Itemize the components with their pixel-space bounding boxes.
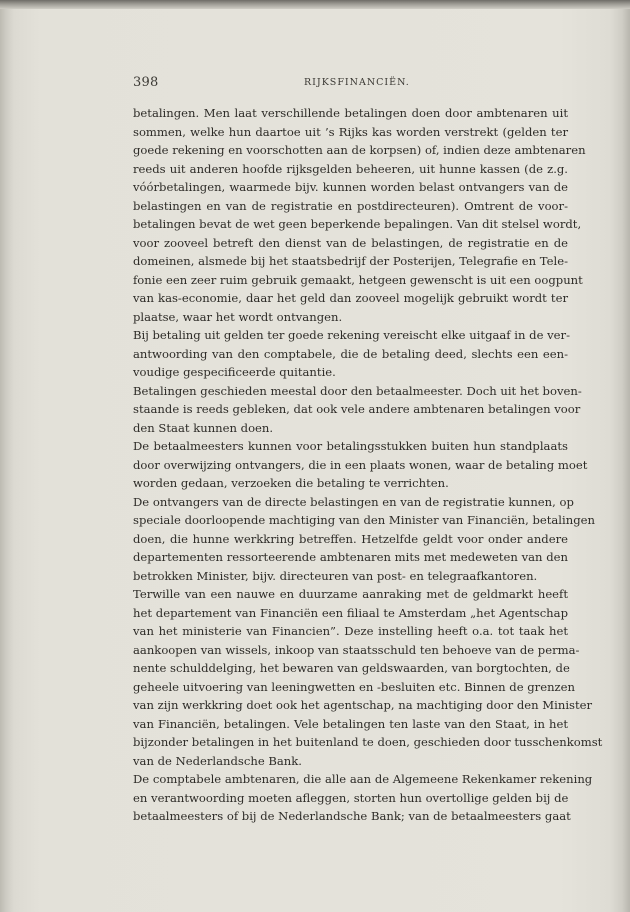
text-line: nente schulddelging, het bewaren van geldswaarden, van borgtochten, de (133, 661, 570, 675)
text-line: van zijn werkkring doet ook het agentschap, na machtiging door den Minister (133, 698, 593, 712)
text-line: doen, die hunne werkkring betreffen. Hetzelfde geldt voor onder andere (133, 531, 568, 546)
text-line: betrokken Minister, bijv. directeuren van post- en telegraafkantoren. (133, 568, 538, 583)
text-line: speciale doorloopende machtiging van den Minister van Financiën, betalingen (133, 513, 595, 527)
text-line: domeinen, alsmede bij het staatsbedrijf der Posterijen, Telegrafie en Tele- (133, 254, 568, 268)
document-page (0, 9, 630, 912)
text-line: van de Nederlandsche Bank. (133, 753, 302, 768)
page-number: 398 (133, 75, 159, 90)
text-line: fonie een zeer ruim gebruik gemaakt, hetgeen gewenscht is uit een oogpunt (133, 272, 583, 287)
text-line: Betalingen geschieden meestal door den betaalmeester. Doch uit het boven- (133, 383, 582, 398)
text-line: Terwille van een nauwe en duurzame aanraking met de geldmarkt heeft (133, 587, 568, 601)
text-line: betalingen. Men laat verschillende betalingen doen door ambtenaren uit (133, 106, 568, 120)
text-line: Bij betaling uit gelden ter goede rekening vereischt elke uitgaaf in de ver- (133, 328, 570, 342)
text-line: van kas-economie, daar het geld dan zooveel mogelijk gebruikt wordt ter (133, 291, 568, 305)
text-line: antwoording van den comptabele, die de betaling deed, slechts een een- (133, 346, 568, 361)
text-line: aankoopen van wissels, inkoop van staatsschuld ten behoeve van de perma- (133, 642, 580, 657)
text-line: De betaalmeesters kunnen voor betalingsstukken buiten hun standplaats (133, 439, 568, 453)
text-line: worden gedaan, verzoeken die betaling te verrichten. (133, 476, 449, 490)
text-line: betalingen bevat de wet geen beperkende bepalingen. Van dit stelsel wordt, (133, 217, 582, 231)
text-line: voor zooveel betreft den dienst van de belastingen, de registratie en de (133, 235, 568, 250)
text-line: en verantwoording moeten afleggen, storten hun overtollige gelden bij de (133, 790, 569, 805)
text-line: De comptabele ambtenaren, die alle aan de Algemeene Rekenkamer rekening (133, 772, 593, 786)
text-line: van Financiën, betalingen. Vele betalingen ten laste van den Staat, in het (133, 716, 568, 731)
text-line: goede rekening en voorschotten aan de korpsen) of, indien deze ambtenaren (133, 143, 586, 157)
running-title: RIJKSFINANCIËN. (304, 77, 410, 88)
text-line: departementen ressorteerende ambtenaren mits met medeweten van den (133, 550, 568, 564)
text-line: vóórbetalingen, waarmede bijv. kunnen worden belast ontvangers van de (133, 180, 568, 194)
text-line: bijzonder betalingen in het buitenland te doen, geschieden door tusschenkomst (133, 735, 603, 749)
text-line: voudige gespecificeerde quitantie. (133, 365, 336, 379)
text-line: van het ministerie van Financien”. Deze instelling heeft o.a. tot taak het (133, 624, 568, 638)
text-line: geheele uitvoering van leeningwetten en -besluiten etc. Binnen de grenzen (133, 679, 575, 694)
text-line: reeds uit anderen hoofde rijksgelden beheeren, uit hunne kassen (de z.g. (133, 161, 568, 176)
body-text (133, 104, 603, 826)
text-line: staande is reeds gebleken, dat ook vele andere ambtenaren betalingen voor (133, 402, 581, 416)
text-line: door overwijzing ontvangers, die in een plaats wonen, waar de betaling moet (133, 457, 588, 472)
book-edge-shadow (0, 0, 630, 9)
text-line: De ontvangers van de directe belastingen en van de registratie kunnen, op (133, 494, 574, 509)
text-line: den Staat kunnen doen. (133, 420, 274, 435)
text-line: sommen, welke hun daartoe uit ’s Rijks kas worden verstrekt (gelden ter (133, 124, 568, 139)
text-line: betaalmeesters of bij de Nederlandsche Bank; van de betaalmeesters gaat (133, 809, 571, 823)
text-line: plaatse, waar het wordt ontvangen. (133, 309, 343, 324)
text-line: belastingen en van de registratie en postdirecteuren). Omtrent de voor- (133, 198, 568, 213)
text-line: het departement van Financiën een filiaal te Amsterdam „het Agentschap (133, 605, 568, 620)
running-head (0, 75, 630, 93)
